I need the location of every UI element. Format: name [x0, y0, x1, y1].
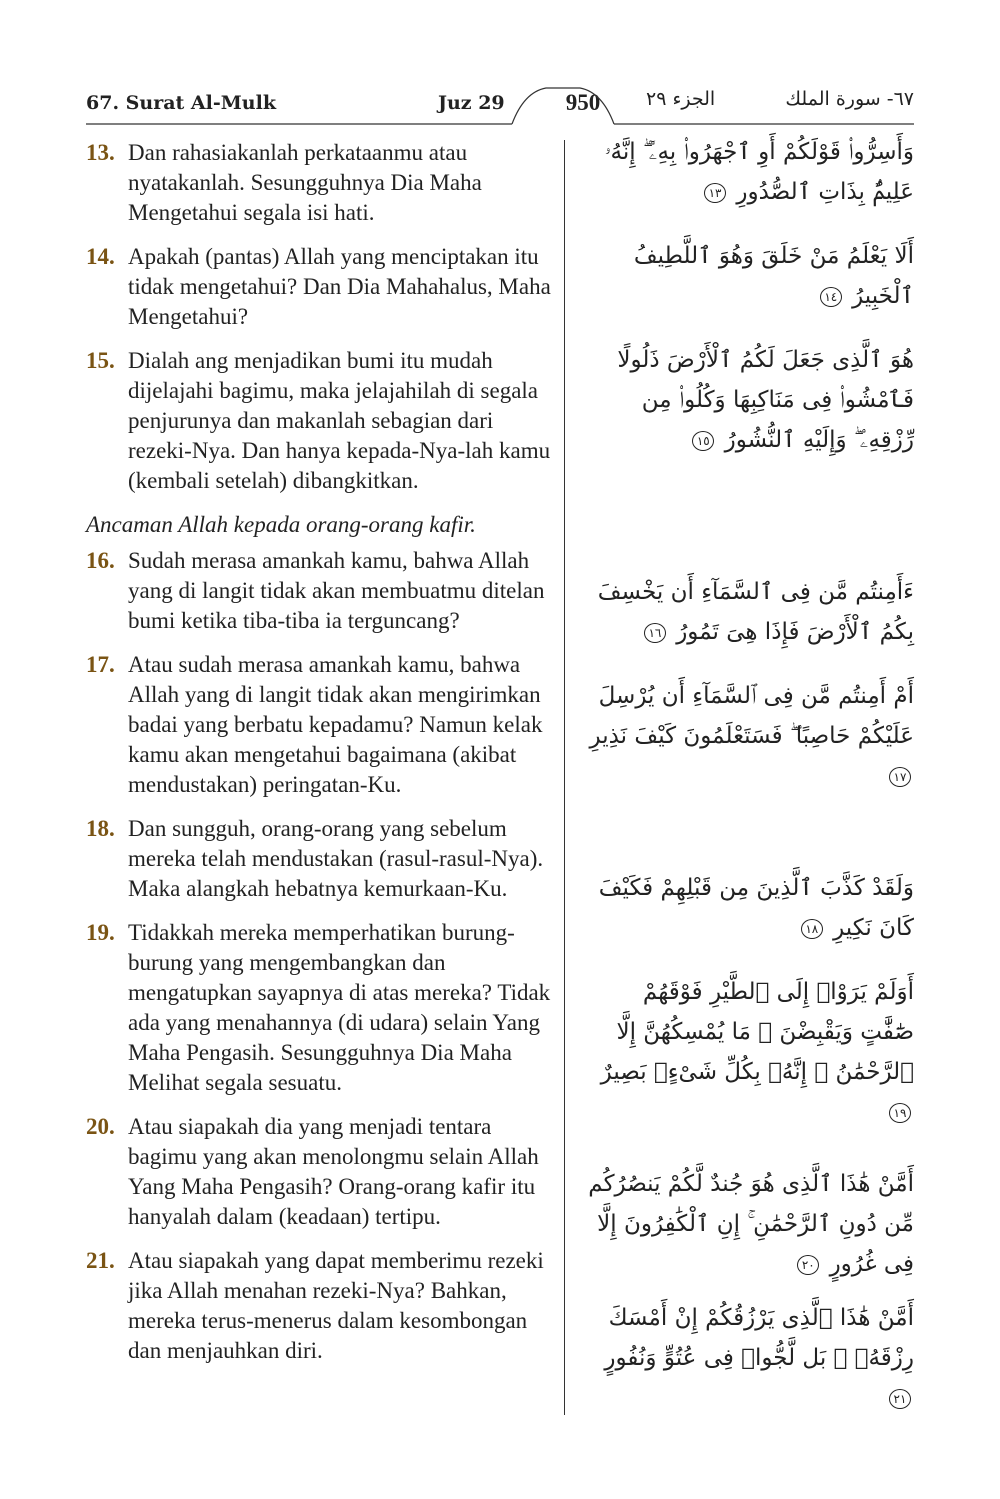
arabic-text: أَمْ أَمِنتُم مَّن فِى ٱلسَّمَآءِ أَن يُرْسِلَ عَلَيْكُمْ حَاصِبًا ۖ فَسَتَعْلَمُونَ كَيْفَ نَذِيرِ — [589, 683, 914, 749]
verse-19 — [86, 918, 560, 1098]
translation-column — [86, 138, 560, 1366]
arabic-verse-14 — [584, 236, 914, 316]
surah-title-latin: 67. Surat Al-Mulk — [86, 92, 276, 114]
header-rule — [0, 80, 1000, 130]
arabic-text: أَلَا يَعْلَمُ مَنْ خَلَقَ وَهُوَ ٱللَّطِيفُ ٱلْخَبِيرُ — [633, 243, 914, 309]
verse-end-marker: ١٨ — [801, 919, 823, 939]
verse-end-marker: ١٤ — [820, 287, 842, 307]
verse-text: Dialah ang menjadikan bumi itu mudah dijelajahi bagimu, maka jelajahilah di segala penjurunya dan makanlah sebagian dari rezeki-Nya. Dan hanya kepada-Nya-lah kamu (kembali setelah) dibangkitkan. — [128, 348, 551, 493]
verse-number: 21. — [86, 1248, 115, 1273]
section-heading: Ancaman Allah kepada orang-orang kafir. — [86, 512, 476, 537]
verse-15 — [86, 346, 560, 496]
verse-text: Atau siapakah yang dapat memberimu rezeki jika Allah menahan rezeki-Nya? Bahkan, mereka terus-menerus dalam kesombongan dan menjauhkan diri. — [128, 1248, 544, 1363]
verse-number: 18. — [86, 816, 115, 841]
verse-18 — [86, 814, 560, 904]
juz-label-latin: Juz 29 — [438, 92, 505, 114]
verse-16 — [86, 546, 560, 636]
verse-text: Sudah merasa amankah kamu, bahwa Allah yang di langit tidak akan membuatmu ditelan bumi ketika tiba-tiba ia terguncang? — [128, 548, 545, 633]
verse-end-marker: ٢٠ — [797, 1255, 819, 1275]
verse-end-marker: ١٥ — [692, 431, 714, 451]
verse-number: 20. — [86, 1114, 115, 1139]
verse-number: 15. — [86, 348, 115, 373]
page-number: 950 — [565, 90, 601, 115]
verse-end-marker: ١٩ — [889, 1103, 911, 1123]
arabic-verse-21 — [584, 1298, 914, 1418]
verse-end-marker: ٢١ — [889, 1389, 911, 1409]
arabic-text: وَأَسِرُّوا۟ قَوْلَكُمْ أَوِ ٱجْهَرُوا۟ بِهِۦٓ ۖ إِنَّهُۥ عَلِيمٌۢ بِذَاتِ ٱلصُّدُورِ — [604, 139, 914, 205]
arabic-verse-13 — [584, 132, 914, 212]
verse-number: 17. — [86, 652, 115, 677]
surah-title-arabic: ٦٧- سورة الملك — [785, 88, 914, 110]
verse-text: Dan sungguh, orang-orang yang sebelum mereka telah mendustakan (rasul-rasul-Nya). Maka alangkah hebatnya kemurkaan-Ku. — [128, 816, 544, 901]
juz-label-arabic: الجزء ٢٩ — [646, 88, 716, 110]
verse-17 — [86, 650, 560, 800]
verse-number: 16. — [86, 548, 115, 573]
verse-text: Atau siapakah dia yang menjadi tentara bagimu yang akan menolongmu selain Allah Yang Maha Pengasih? Orang-orang kafir itu hanyalah dalam (keadaan) tertipu. — [128, 1114, 539, 1229]
verse-14 — [86, 242, 560, 332]
arabic-text: أَوَلَمْ يَرَوْا۟ إِلَى ٱلطَّيْرِ فَوْقَهُمْ صَٰٓفَّٰتٍ وَيَقْبِضْنَ ۚ مَا يُمْسِكُهُنَّ إِلَّا ٱلرَّحْمَٰنُ ۚ إِنَّهُۥ بِكُلِّ شَىْءٍۭ بَصِيرٌ — [600, 979, 914, 1085]
verse-text: Tidakkah mereka memperhatikan burung-burung yang mengembangkan dan mengatupkan sayapnya di atas mereka? Tidak ada yang menahannya (di udara) selain Yang Maha Pengasih. Sesungguhnya Dia Maha Melihat segala sesuatu. — [128, 920, 551, 1095]
verse-text: Dan rahasiakanlah perkataanmu atau nyatakanlah. Sesungguhnya Dia Maha Mengetahui segala isi hati. — [128, 140, 482, 225]
verse-20 — [86, 1112, 560, 1232]
verse-number: 13. — [86, 140, 115, 165]
arabic-verse-16 — [584, 572, 914, 652]
verse-21 — [86, 1246, 560, 1366]
arabic-text: أَمَّنْ هَٰذَا ٱلَّذِى هُوَ جُندٌ لَّكُمْ يَنصُرُكُم مِّن دُونِ ٱلرَّحْمَٰنِ ۚ إِنِ ٱلْكَٰفِرُونَ إِلَّا فِى غُرُورٍ — [588, 1171, 914, 1277]
arabic-verse-17 — [584, 676, 914, 796]
verse-number: 14. — [86, 244, 115, 269]
arabic-text: هُوَ ٱلَّذِى جَعَلَ لَكُمُ ٱلْأَرْضَ ذَلُولًا فَٱمْشُوا۟ فِى مَنَاكِبِهَا وَكُلُوا۟ مِن رِّزْقِهِۦ ۖ وَإِلَيْهِ ٱلنُّشُورُ — [617, 347, 914, 453]
arabic-text: ءَأَمِنتُم مَّن فِى ٱلسَّمَآءِ أَن يَخْسِفَ بِكُمُ ٱلْأَرْضَ فَإِذَا هِىَ تَمُورُ — [597, 579, 914, 645]
verse-text: Apakah (pantas) Allah yang menciptakan itu tidak mengetahui? Dan Dia Mahahalus, Maha Mengetahui? — [128, 244, 551, 329]
verse-end-marker: ١٦ — [644, 623, 666, 643]
verse-text: Atau sudah merasa amankah kamu, bahwa Allah yang di langit tidak akan mengirimkan badai yang berbatu kepadamu? Namun kelak kamu akan mengetahui bagaimana (akibat mendustakan) peringatan-Ku. — [128, 652, 543, 797]
verse-end-marker: ١٧ — [889, 767, 911, 787]
arabic-text: وَلَقَدْ كَذَّبَ ٱلَّذِينَ مِن قَبْلِهِمْ فَكَيْفَ كَانَ نَكِيرِ — [598, 875, 914, 941]
arabic-verse-20 — [584, 1164, 914, 1284]
arabic-verse-19 — [584, 972, 914, 1132]
arabic-verse-18 — [584, 868, 914, 948]
verse-end-marker: ١٣ — [704, 183, 726, 203]
verse-13 — [86, 138, 560, 228]
verse-number: 19. — [86, 920, 115, 945]
arabic-verse-15 — [584, 340, 914, 460]
column-divider — [564, 140, 565, 1415]
arabic-text: أَمَّنْ هَٰذَا ٱلَّذِى يَرْزُقُكُمْ إِنْ أَمْسَكَ رِزْقَهُۥ ۚ بَل لَّجُّوا۟ فِى عُتُوٍّ وَنُفُورٍ — [604, 1305, 914, 1371]
